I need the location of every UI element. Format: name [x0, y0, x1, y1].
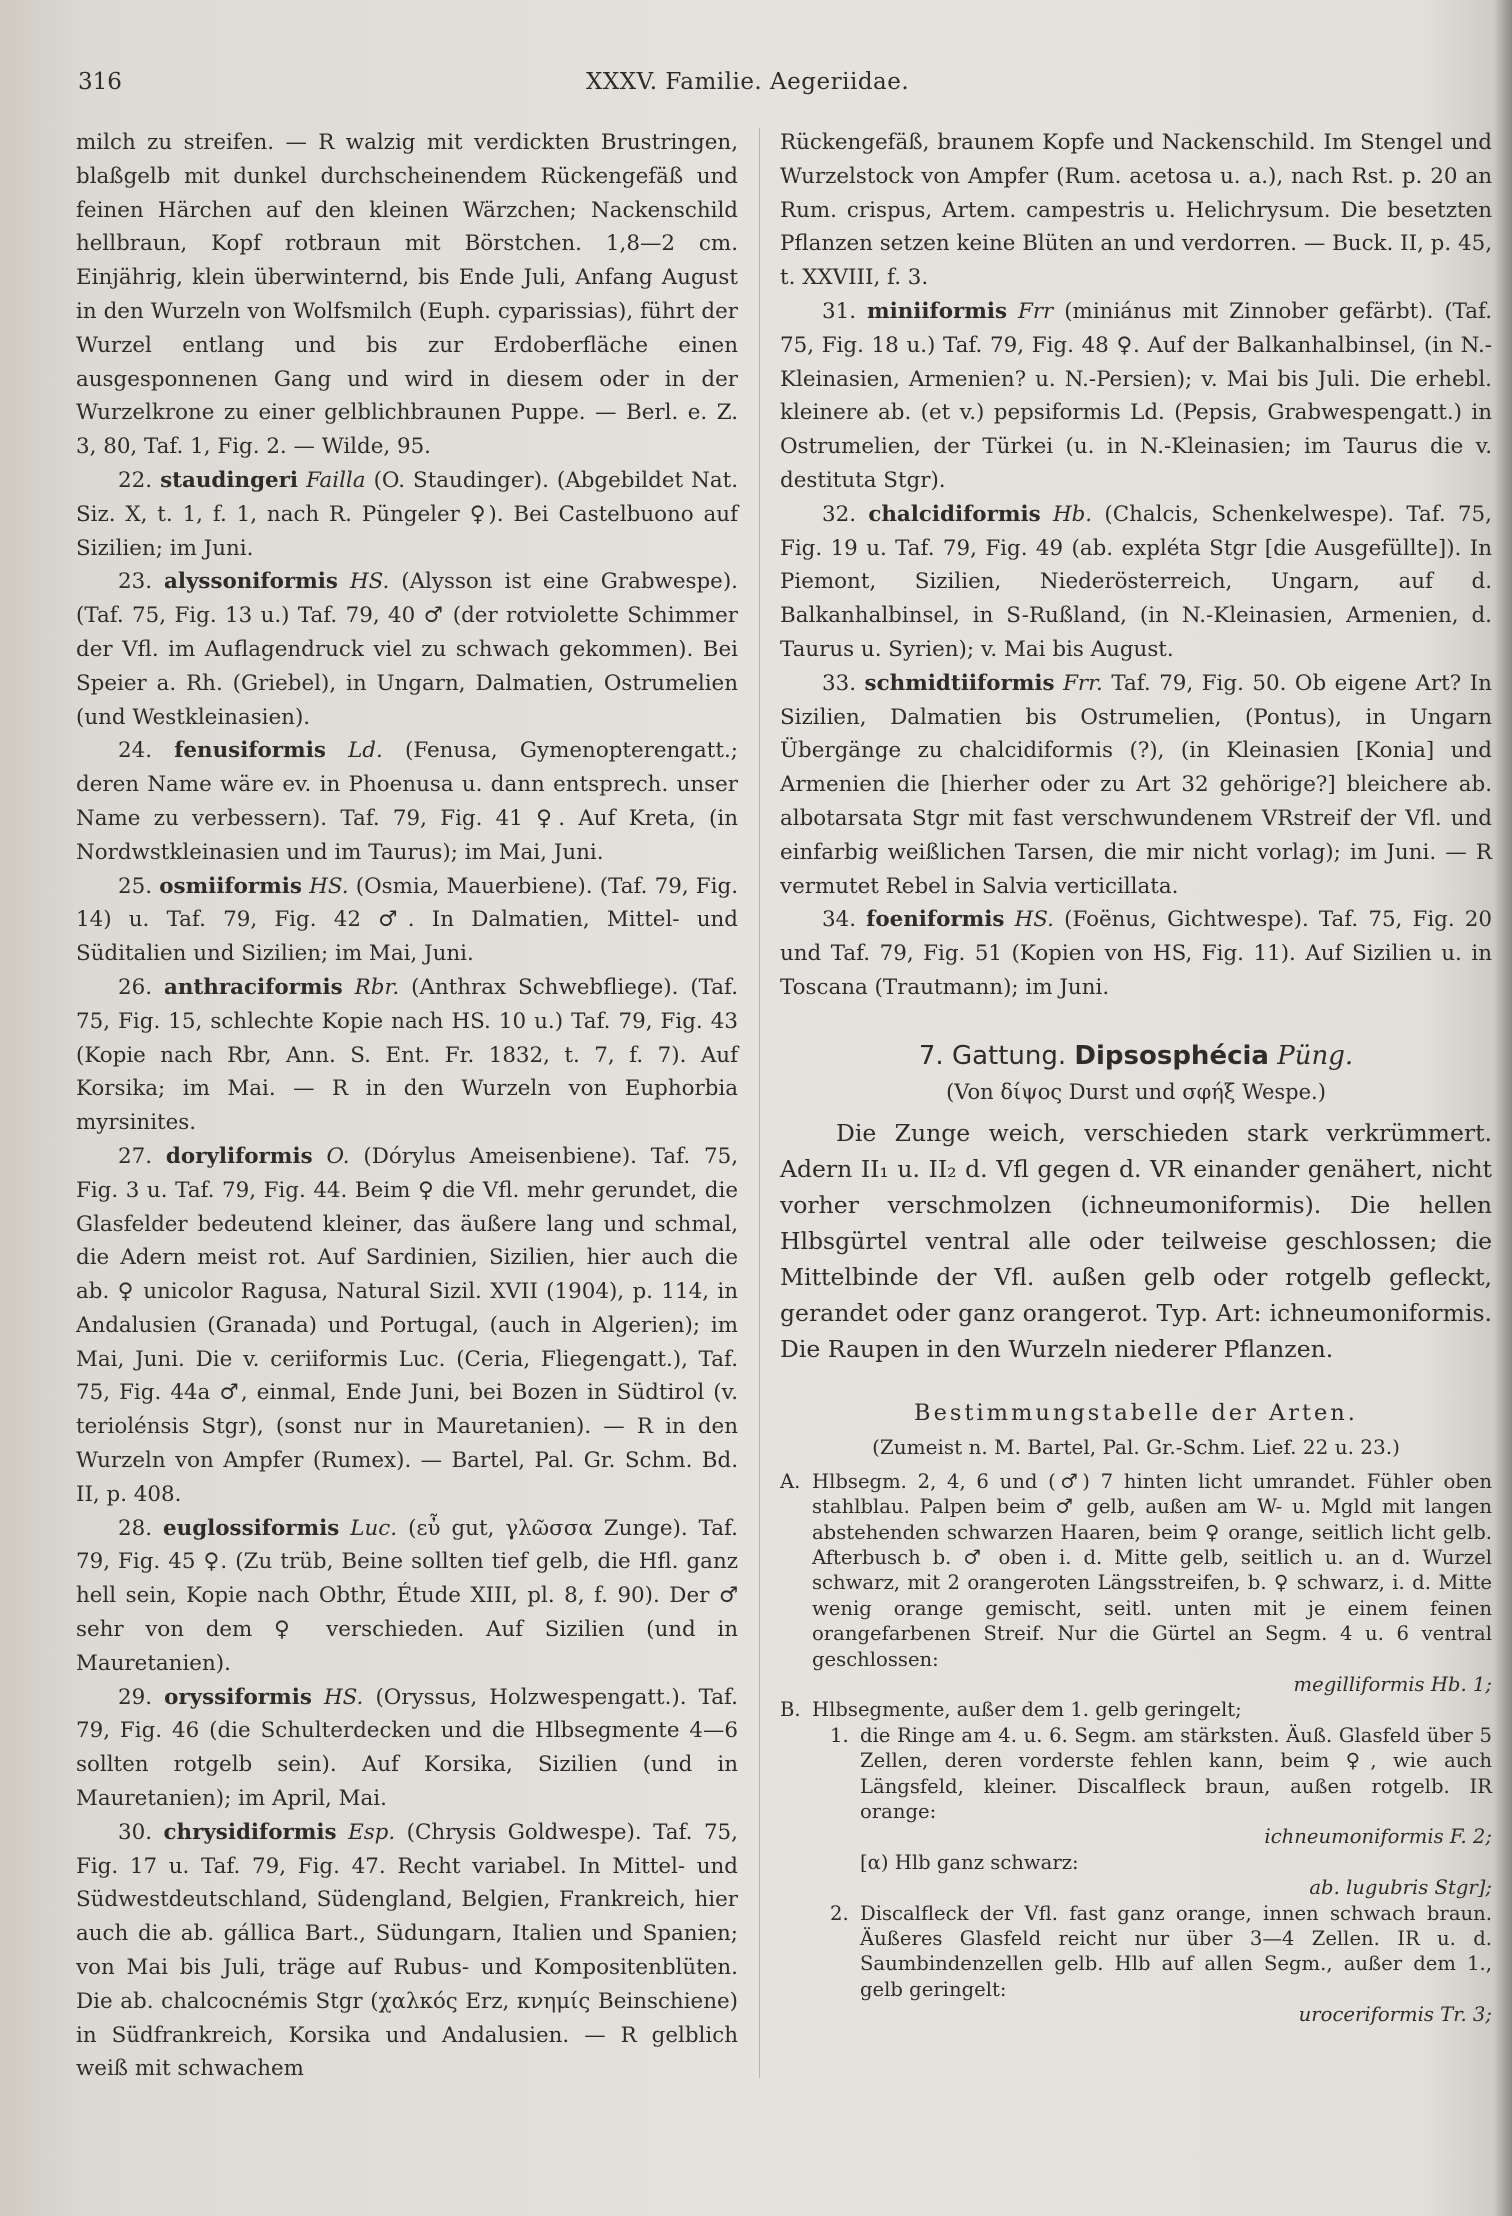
species-name: chrysidiformis: [163, 1819, 337, 1845]
species-author: Luc.: [350, 1515, 398, 1541]
entry-number: 29.: [118, 1684, 153, 1710]
entry-text: (O. Staudinger). (Abgebildet Nat. Siz. X, t. 1, f. 1, nach R. Püngeler ♀). Bei Castelbuono auf Sizilien; im Juni.: [76, 467, 738, 561]
genus-heading: [780, 1037, 1492, 1075]
entry-number: 23.: [118, 569, 153, 595]
species-entry-22: [76, 464, 738, 565]
genus-section: [780, 1037, 1492, 1367]
species-entry-34: [780, 903, 1492, 1004]
entry-text: (miniánus mit Zinnober gefärbt). (Taf. 75, Fig. 18 u.) Taf. 79, Fig. 48 ♀. Auf der Balkanhalbinsel, (in N.-Kleinasien, Armenien? u. N.-Persien); v. Mai bis Juli. Die erhebl. kleinere ab. (et v.) pepsiformis Ld. (Pepsis, Grabwespengatt.) in Ostrumelien, der Türkei (u. in N.-Kleinasien; im Taurus die v. destituta Stgr).: [780, 298, 1492, 493]
entry-text: (Oryssus, Holzwespengatt.). Taf. 79, Fig. 46 (die Schulterdecken und die Hlbsegmente 4—6 sollten rotgelb sein). Auf Korsika, Sizilien (und in Mauretanien); im April, Mai.: [76, 1684, 738, 1812]
species-name: osmiiformis: [159, 873, 302, 899]
species-author: O.: [326, 1143, 350, 1169]
key-source: (Zumeist n. M. Bartel, Pal. Gr.-Schm. Lief. 22 u. 23.): [872, 1434, 1400, 1459]
species-entry-25: [76, 870, 738, 971]
entry-text: (Foënus, Gichtwespe). Taf. 75, Fig. 20 und Taf. 79, Fig. 51 (Kopien von HS, Fig. 11). Auf Sizilien u. in Toscana (Trautmann); im Juni.: [780, 907, 1492, 1000]
entry-text: (Fenusa, Gymenopterengatt.; deren Name wäre ev. in Phoenusa u. dann entsprech. unser Name zu verbessern). Taf. 79, Fig. 41 ♀. Auf Kreta, (in Nordwstkleinasien und im Taurus); im Mai, Juni.: [76, 738, 738, 865]
entry-number: 28.: [118, 1515, 153, 1541]
entry-text: Rückengefäß, braunem Kopfe und Nackenschild. Im Stengel und Wurzelstock von Ampfer (Rum. acetosa u. a.), nach Rst. p. 20 an Rum. crispus, Artem. campestris u. Helichrysum. Die besetzten Pflanzen setzen keine Blüten an und verdorren. — Buck. II, p. 45, t. XXVIII, f. 3.: [780, 130, 1492, 291]
key-text: Discalfleck der Vfl. fast ganz orange, innen schwach braun. Äußeres Glasfeld reicht nur über 3—4 Zellen. IR u. d. Saumbindenzellen gelb. Hlb auf allen Segm., außer dem 1., gelb geringelt:: [860, 1901, 1492, 2001]
entry-text: (Chrysis Goldwespe). Taf. 75, Fig. 17 u. Taf. 79, Fig. 47. Recht variabel. In Mittel- und Südwestdeutschland, Südengland, Belgien, Frankreich, hier auch die ab. gállica Bart., Südungarn, Italien und Spanien; von Mai bis Juli, träge auf Rubus- und Kompositenblüten. Die ab. chalcocnémis Stgr (χαλκός Erz, κνημίς Beinschiene) in Südfrankreich, Korsika und Andalusien. — R gelblich weiß mit schwachem: [76, 1819, 738, 2082]
entry-number: 33.: [822, 670, 857, 696]
species-author: HS.: [349, 569, 390, 595]
key-text: Hlbsegmente, außer dem 1. gelb geringelt;: [812, 1698, 1242, 1722]
species-name: oryssiformis: [164, 1684, 312, 1710]
key-couplet-b2: [780, 1901, 1492, 2028]
entry-text: (Dórylus Ameisenbiene). Taf. 75, Fig. 3 u. Taf. 79, Fig. 44. Beim ♀ die Vfl. mehr gerundet, die Glasfelder bedeutend kleiner, das äußere lang und schmal, die Adern meist rot. Auf Sardinien, Sizilien, hier auch die ab. ♀ unicolor Ragusa, Natural Sizil. XVII (1904), p. 114, in Andalusien (Granada) und Portugal, (auch in Algerien); im Mai, Juni. Die v. ceriiformis Luc. (Ceria, Fliegengatt.), Taf. 75, Fig. 44a ♂, einmal, Ende Juni, bei Bozen in Südtirol (v. teriolénsis Stgr), (sonst nur in Mauretanien). — R in den Wurzeln von Ampfer (Rumex). — Bartel, Pal. Gr. Schm. Bd. II, p. 408.: [76, 1143, 738, 1507]
species-entry-28: [76, 1512, 738, 1681]
entry-number: 34.: [822, 907, 857, 933]
entry-number: 24.: [118, 738, 153, 764]
species-author: Rbr.: [354, 974, 400, 1000]
species-author: Esp.: [348, 1819, 396, 1845]
entry-number: 27.: [118, 1143, 153, 1169]
key-result: ab. lugubris Stgr];: [1309, 1876, 1492, 1900]
key-couplet-a: [780, 1469, 1492, 1698]
species-author: HS.: [323, 1684, 364, 1710]
key-result: ichneumoniformis F. 2;: [1264, 1825, 1492, 1849]
key-label: 2.: [830, 1901, 849, 1925]
species-name: alyssoniformis: [163, 569, 338, 595]
key-label: 1.: [830, 1723, 849, 1747]
species-name: staudingeri: [160, 467, 299, 493]
species-entry-27: [76, 1140, 738, 1512]
species-entry-24: [76, 734, 738, 869]
entry-text: (Chalcis, Schenkelwespe). Taf. 75, Fig. 19 u. Taf. 79, Fig. 49 (ab. expléta Stgr [die Ausgefüllte]). In Piemont, Sizilien, Niederösterreich, Ungarn, auf d. Balkanhalbinsel, in S-Rußland, (in N.-Kleinasien, Armenien, d. Taurus u. Syrien); v. Mai bis August.: [780, 501, 1492, 662]
species-entry-32: [780, 498, 1492, 667]
key-couplet-b: [780, 1697, 1492, 1722]
entry-number: 22.: [118, 467, 153, 493]
entry-text: (εὖ gut, γλῶσσα Zunge). Taf. 79, Fig. 45 ♀. (Zu trüb, Beine sollten tief gelb, die Hfl. ganz hell sein, Kopie nach Obthr, Étude XIII, pl. 8, f. 90). Der ♂ sehr von dem ♀ verschieden. Auf Sizilien (und in Mauretanien).: [76, 1515, 738, 1676]
key-result: uroceriformis Tr. 3;: [1298, 2003, 1492, 2027]
species-entry-29: [76, 1681, 738, 1816]
species-name: foeniformis: [866, 907, 1005, 933]
species-author: Frr.: [1063, 670, 1103, 696]
identification-key: [780, 1469, 1492, 2028]
species-author: Failla: [306, 467, 366, 493]
entry-number: 30.: [118, 1819, 153, 1845]
species-entry-31: [780, 295, 1492, 498]
species-name: schmidtiiformis: [864, 670, 1055, 696]
page-number: 316: [78, 69, 122, 95]
species-name: anthraciformis: [164, 974, 343, 1000]
entry-text: (Anthrax Schwebfliege). (Taf. 75, Fig. 15, schlechte Kopie nach HS. 10 u.) Taf. 79, Fig. 43 (Kopie nach Rbr, Ann. S. Ent. Fr. 1832, t. 7, f. 7). Auf Korsika; im Mai. — R in den Wurzeln von Euphorbia myrsinites.: [76, 974, 738, 1136]
entry-number: 31.: [822, 298, 857, 324]
entry-number: 26.: [118, 974, 153, 1000]
right-column: [780, 126, 1492, 2028]
key-label: B.: [780, 1698, 801, 1722]
genus-number: 7. Gattung.: [918, 1040, 1067, 1071]
running-title: XXXV. Familie. Aegeriidae.: [586, 69, 910, 95]
species-entry-23: [76, 565, 738, 734]
genus-etymology: (Von δίψος Durst und σφήξ Wespe.): [946, 1079, 1326, 1104]
species-author: HS.: [1014, 907, 1054, 933]
species-name: fenusiformis: [174, 738, 326, 764]
key-label: A.: [780, 1469, 801, 1493]
species-name: chalcidiformis: [868, 501, 1041, 527]
entry-number: 32.: [822, 501, 857, 527]
entry-text: milch zu streifen. — R walzig mit verdickten Brustringen, blaßgelb mit dunkel durchscheinendem Rückengefäß und feinen Härchen auf den kleinen Wärzchen; Nackenschild hellbraun, Kopf rotbraun mit Börstchen. 1,8—2 cm. Einjährig, klein überwinternd, bis Ende Juli, Anfang August in den Wurzeln von Wolfsmilch (Euph. cyparissias), führt der Wurzel entlang und bis zur Erdoberfläche einen ausgesponnenen Gang und wird in diesem oder in der Wurzelkrone zu einer gelblichbraunen Puppe. — Berl. e. Z. 3, 80, Taf. 1, Fig. 2. — Wilde, 95.: [76, 130, 738, 460]
genus-name: Dipsosphécia: [1074, 1040, 1269, 1071]
species-entry-30: [76, 1816, 738, 2086]
species-name: euglossiformis: [163, 1515, 340, 1541]
entry-number: 25.: [118, 873, 153, 899]
entry-text: Taf. 79, Fig. 50. Ob eigene Art? In Sizilien, Dalmatien bis Ostrumelien, (Pontus), in Ungarn Übergänge zu chalcidiformis (?), (in Kleinasien [Konia] und Armenien die [hierher oder zu Art 32 gehörige?] bleichere ab. albotarsata Stgr mit fast verschwundenem VRstreif der Vfl. und einfarbig weißlichen Tarsen, die mir nicht vorlag); im Juni. — R vermutet Rebel in Salvia verticillata.: [780, 670, 1492, 899]
species-author: Frr: [1017, 298, 1054, 324]
key-text: Hlbsegm. 2, 4, 6 und (♂) 7 hinten licht umrandet. Fühler oben stahlblau. Palpen beim ♂ gelb, außen am W- u. Mgld mit langen abstehenden schwarzen Haaren, beim ♀ orange, seitlich licht gelb. Afterbusch b. ♂ oben i. d. Mitte gelb, seitlich u. an d. Wurzel schwarz, mit 2 orangeroten Längsstreifen, b. ♀ schwarz, i. d. Mitte wenig orange gemischt, seitl. unten mit je einem feinen orangefarbenen Streif. Nur die Gürtel an Segm. 4 u. 6 ventral geschlossen:: [812, 1469, 1492, 1671]
key-couplet-b-alpha: [780, 1850, 1492, 1901]
entry-text: (Alysson ist eine Grabwespe). (Taf. 75, Fig. 13 u.) Taf. 79, 40 ♂ (der rotviolette Schimmer der Vfl. im Auflagendruck viel zu schwach gekommen). Bei Speier a. Rh. (Griebel), in Ungarn, Dalmatien, Ostrumelien (und Westkleinasien).: [76, 569, 738, 730]
key-title: Bestimmungstabelle der Arten.: [914, 1399, 1358, 1426]
species-entry-30-continued: [780, 126, 1492, 295]
key-result: megilliformis Hb. 1;: [1293, 1672, 1492, 1696]
species-entry-21-continued: [76, 126, 738, 464]
species-author: HS.: [309, 873, 349, 899]
species-entry-33: [780, 667, 1492, 904]
species-name: doryliformis: [165, 1143, 313, 1169]
species-entry-26: [76, 971, 738, 1140]
key-text: [α) Hlb ganz schwarz:: [860, 1850, 1079, 1874]
entry-text: (Osmia, Mauerbiene). (Taf. 79, Fig. 14) u. Taf. 79, Fig. 42 ♂. In Dalmatien, Mittel- und Süditalien und Sizilien; im Mai, Juni.: [76, 873, 738, 967]
species-author: Ld.: [348, 738, 383, 764]
species-author: Hb.: [1052, 501, 1093, 527]
left-column: [76, 126, 738, 2086]
genus-author: Püng.: [1277, 1040, 1354, 1071]
genus-description: Die Zunge weich, verschieden stark verkrümmert. Adern II₁ u. II₂ d. Vfl gegen d. VR einander genähert, nicht vorher verschmolzen (ichneumoniformis). Die hellen Hlbsgürtel ventral alle oder teilweise geschlossen; die Mittelbinde der Vfl. außen gelb oder rotgelb gefleckt, gerandet oder ganz orangerot. Typ. Art: ichneumoniformis. Die Raupen in den Wurzeln niederer Pflanzen.: [780, 1118, 1492, 1363]
species-name: miniiformis: [866, 298, 1008, 324]
key-text: die Ringe am 4. u. 6. Segm. am stärksten. Äuß. Glasfeld über 5 Zellen, deren vorderste fehlen kann, beim ♀, wie auch Längsfeld, kleiner. Discalfleck braun, außen rotgelb. IR orange:: [860, 1723, 1492, 1823]
key-couplet-b1: [780, 1723, 1492, 1850]
column-divider: [759, 128, 760, 2078]
